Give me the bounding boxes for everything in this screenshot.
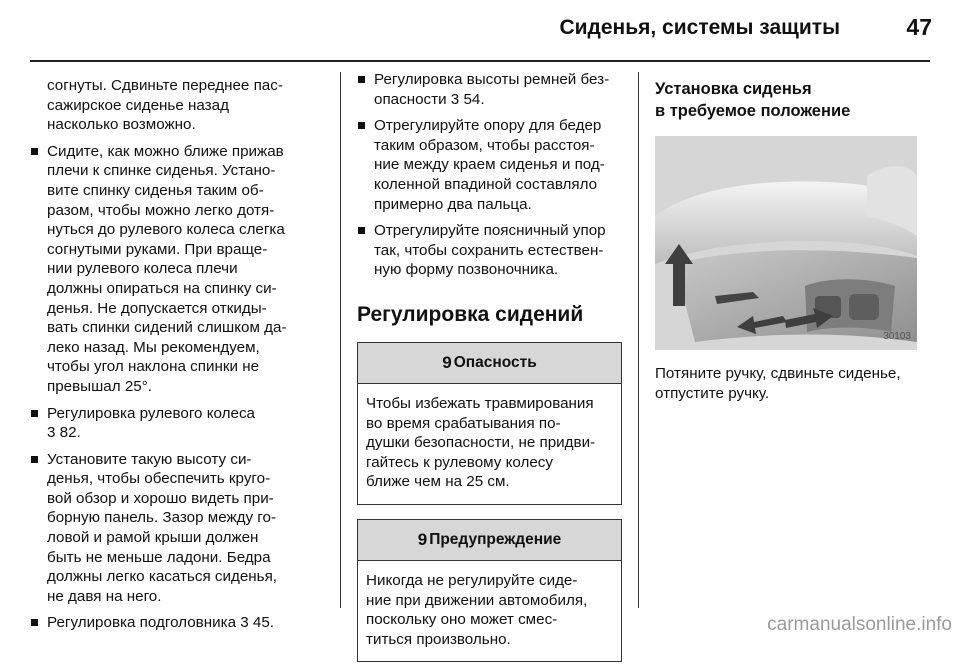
text-line: разом, чтобы можно легко дотя- (47, 201, 275, 219)
text-line: ние между краем сиденья и под- (374, 156, 605, 174)
text-line: денья, чтобы обеспечить круго- (47, 470, 271, 488)
text-line: Чтобы избежать травмирования (366, 394, 594, 412)
text-line: денья. Не допускается откиды- (47, 299, 267, 317)
watermark: carmanualsonline.info (767, 614, 952, 635)
column-divider-left (340, 72, 341, 608)
text-line: Регулировка высоты ремней без- (374, 71, 610, 88)
bullet-item (30, 142, 330, 397)
section-heading: Регулировка сидений (357, 302, 584, 326)
text-line: ловой и рамой крыши должен (47, 529, 259, 547)
text-line: Отрегулируйте поясничный упор (374, 222, 606, 240)
text-line: ную форму позвоночника. (374, 261, 559, 279)
text-line: так, чтобы сохранить естествен- (374, 241, 604, 259)
page-header-title: Сиденья, системы защиты (559, 16, 840, 39)
danger-box-header (358, 343, 621, 384)
text-line: Отрегулируйте опору для бедер (374, 117, 602, 135)
text-line: вите спинку сиденья таким об- (47, 181, 264, 199)
bullet-item (30, 613, 330, 633)
text-line: согнуты. Сдвиньте переднее пас- (47, 77, 283, 94)
sub-heading (655, 78, 930, 122)
page-reference: 3 82. (47, 424, 81, 442)
heading-line: в требуемое положение (655, 102, 851, 120)
column-3 (655, 78, 930, 403)
bullet-item (357, 116, 622, 214)
text-line: ближе чем на 25 см. (366, 473, 510, 491)
heading-line: Установка сиденья (655, 80, 812, 98)
text-line: ние при движении автомобиля, (366, 591, 588, 609)
text-line: чтобы угол наклона спинки не (47, 358, 260, 376)
bullet-list (30, 142, 330, 633)
text-line: во время срабатывания по- (366, 414, 561, 432)
danger-box (357, 342, 622, 505)
text-line: сажирское сиденье назад (47, 96, 229, 114)
warning-triangle-icon: 9 (417, 530, 428, 550)
bullet-list (357, 70, 622, 280)
text-line: опасности 3 54. (374, 90, 485, 108)
text-line: Регулировка подголовника 3 45. (47, 614, 275, 632)
text-line: вой обзор и хорошо видеть при- (47, 489, 274, 507)
text-line: быть не меньше ладони. Бедра (47, 548, 271, 566)
text-line: Никогда не регулируйте сиде- (366, 571, 578, 589)
page-number: 47 (906, 14, 932, 40)
text-line: таким образом, чтобы расстоя- (374, 136, 595, 154)
text-line: не давя на него. (47, 587, 162, 605)
text-line: насколько возможно. (47, 116, 196, 134)
danger-box-body (358, 384, 621, 504)
warning-box-header (358, 520, 621, 561)
text-line: нии рулевого колеса плечи (47, 260, 238, 278)
header-rule (30, 60, 930, 62)
text-line: согнутыми руками. При враще- (47, 240, 268, 258)
intro-paragraph (30, 76, 330, 135)
warning-triangle-icon: 9 (442, 353, 452, 373)
text-line: отпустите ручку. (655, 384, 770, 402)
text-line: должны легко касаться сиденья, (47, 568, 278, 586)
text-line: должны опираться на спинку си- (47, 279, 277, 297)
figure-caption (655, 364, 930, 403)
text-line: титься произвольно. (366, 630, 511, 648)
text-line: Регулировка рулевого колеса (47, 404, 255, 422)
bullet-item (357, 221, 622, 280)
figure-id: 30103 (883, 331, 911, 343)
text-line: леко назад. Мы рекомендуем, (47, 338, 260, 356)
bullet-item (357, 70, 622, 109)
danger-title: Опасность (453, 354, 537, 372)
text-line: поскольку оно может смес- (366, 611, 558, 629)
seat-adjustment-figure (655, 136, 917, 350)
seat-illustration (655, 136, 917, 350)
text-line: превышал 25°. (47, 377, 152, 395)
bullet-item (30, 404, 330, 443)
text-line: душки безопасности, не придви- (366, 434, 596, 452)
text-line: коленной впадиной составляло (374, 175, 598, 193)
column-divider-right (638, 72, 639, 608)
text-line: Потяните ручку, сдвиньте сиденье, (655, 365, 901, 382)
text-line: нуться до рулевого колеса слегка (47, 221, 285, 239)
text-line: борную панель. Зазор между го- (47, 509, 277, 527)
bullet-item (30, 450, 330, 607)
text-line: Сидите, как можно ближе прижав (47, 142, 284, 160)
warning-box (357, 519, 622, 662)
text-line: примерно два пальца. (374, 195, 532, 213)
column-2 (357, 70, 622, 672)
warning-box-body (358, 561, 621, 661)
column-1 (30, 76, 330, 633)
text-line: плечи к спинке сиденья. Устано- (47, 162, 276, 180)
text-line: Установите такую высоту си- (47, 450, 252, 468)
text-line: вать спинки сидений слишком да- (47, 319, 287, 337)
text-line: гайтесь к рулевому колесу (366, 453, 553, 471)
warning-title: Предупреждение (429, 531, 562, 549)
